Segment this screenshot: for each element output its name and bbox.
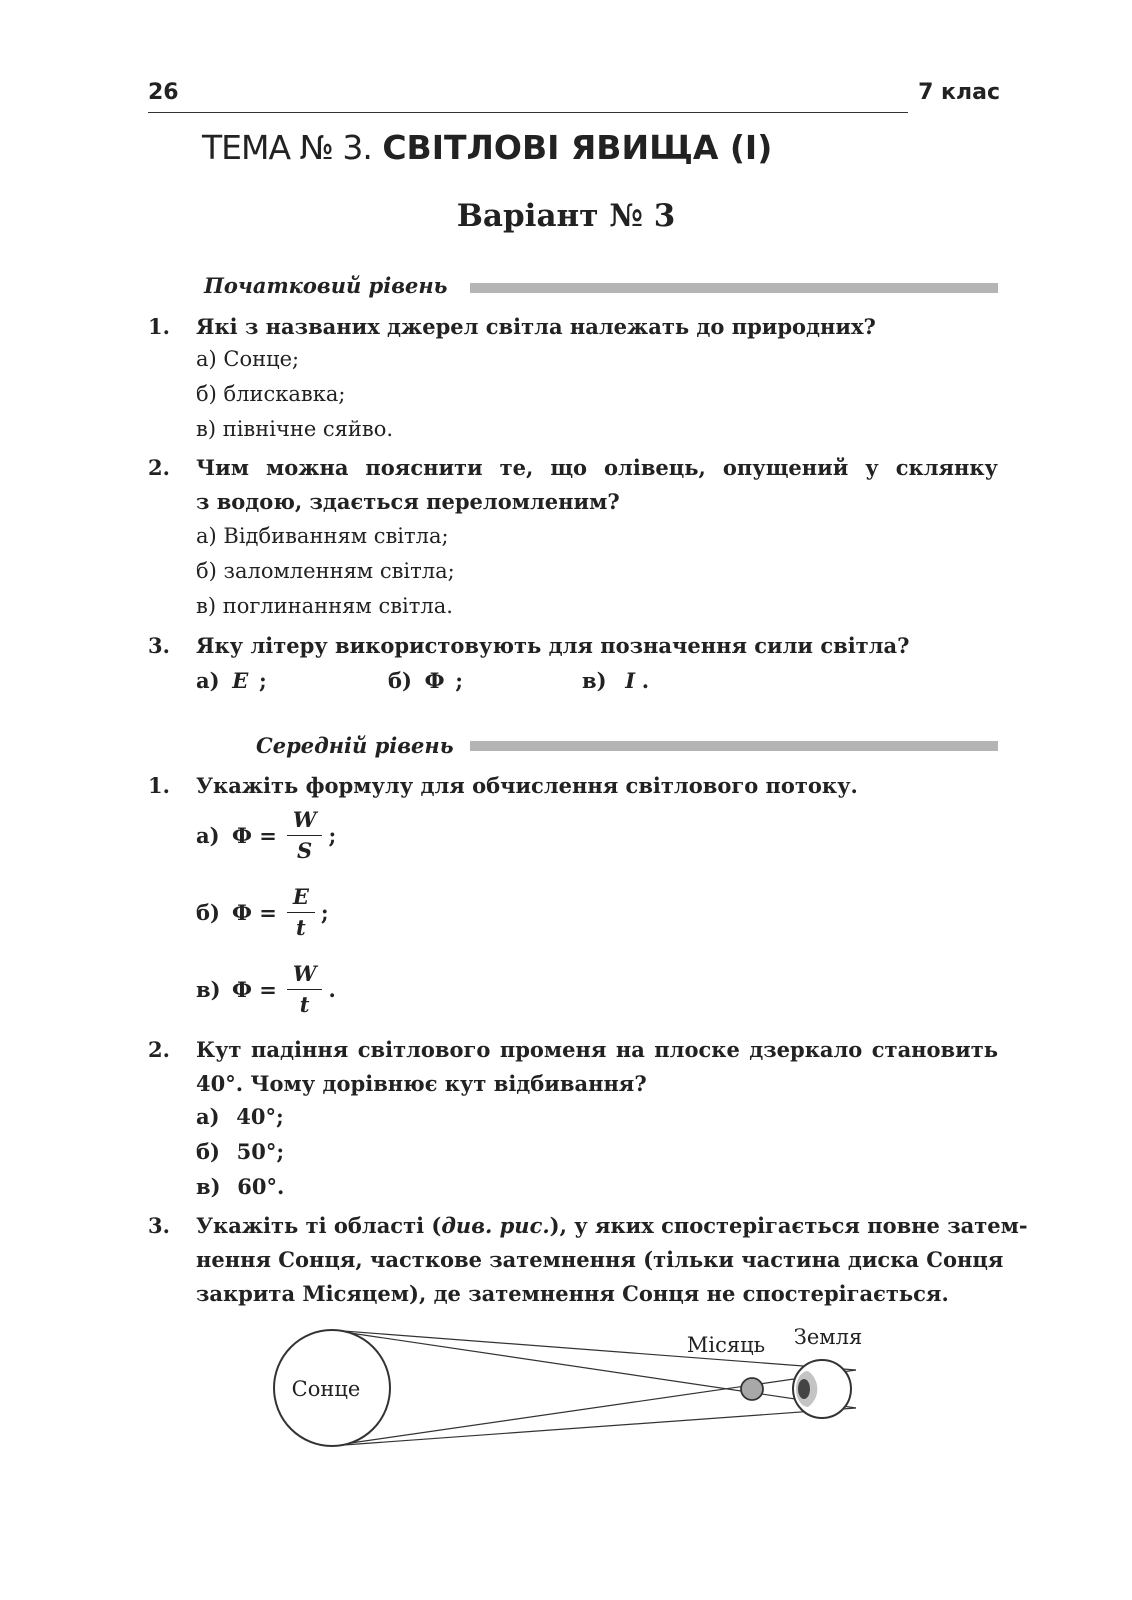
question-text: Укажіть формулу для обчислення світлового потоку. (196, 773, 858, 798)
ray-line (330, 1330, 856, 1370)
question-text: нення Сонця, часткове затемнення (тільки частина диска Сонця (196, 1247, 1004, 1272)
answer-option: б) Ф ; (388, 668, 464, 693)
question-text: Яку літеру використовують для позначення сили світла? (196, 633, 910, 658)
answer-option: а) Сонце; (196, 347, 300, 371)
ray-line (330, 1408, 856, 1446)
question-number: 1. (148, 773, 170, 798)
answer-option: а) Відбиванням світла; (196, 524, 449, 548)
question-number: 3. (148, 1213, 170, 1238)
question-text: Кут падіння світлового променя на плоске дзеркало становить (196, 1037, 998, 1062)
fraction: $\frac{W}{t}$ (287, 959, 323, 1020)
eclipse-diagram (260, 1320, 900, 1460)
level-heading-initial: Початковий рівень (204, 273, 448, 298)
formula-option: а) Ф = $\frac{W}{S}$ ; (196, 800, 336, 870)
answer-option: в) північне сяйво. (196, 417, 394, 441)
answer-option: в) 60°. (196, 1174, 285, 1199)
question-text: 40°. Чому дорівнює кут відбивання? (196, 1071, 647, 1096)
ray-line (330, 1370, 856, 1446)
question-text: Чим можна пояснити те, що олівець, опущений у склянку (196, 455, 998, 480)
answer-option: а) E ; (196, 668, 267, 693)
ray-line (330, 1330, 856, 1408)
question-text: Укажіть ті області (див. рис.), у яких спостерігається повне затем- (196, 1213, 1028, 1238)
fraction: $\frac{W}{S}$ (287, 805, 323, 866)
earth-label: Земля (793, 1325, 863, 1349)
umbra-region (798, 1379, 810, 1399)
topic-title (202, 128, 772, 167)
variant-title: Варіант № 3 (456, 198, 676, 234)
question-text: з водою, здається переломленим? (196, 489, 620, 514)
sun-label: Сонце (291, 1377, 361, 1401)
answer-option: в) поглинанням світла. (196, 594, 453, 618)
header-rule (148, 112, 908, 113)
moon-circle (741, 1378, 763, 1400)
question-number: 3. (148, 633, 170, 658)
formula-option: б) Ф = $\frac{E}{t}$ ; (196, 877, 329, 947)
question-text: Які з названих джерел світла належать до природних? (196, 314, 876, 339)
question-text: закрита Місяцем), де затемнення Сонця не спостерігається. (196, 1281, 949, 1306)
answer-option: б) блискавка; (196, 382, 346, 406)
question-number: 2. (148, 455, 170, 480)
page-number: 26 (148, 80, 179, 105)
answer-option: а) 40°; (196, 1104, 284, 1129)
answer-option: б) заломленням світла; (196, 559, 455, 583)
grade-label: 7 клас (918, 80, 1000, 105)
level-bar-middle (470, 741, 998, 751)
question-number: 2. (148, 1037, 170, 1062)
topic-prefix: ТЕМА № 3. (202, 128, 372, 167)
formula-option: в) Ф = $\frac{W}{t}$ . (196, 954, 336, 1024)
moon-label: Місяць (686, 1333, 766, 1357)
answer-option: б) 50°; (196, 1139, 285, 1164)
question-number: 1. (148, 314, 170, 339)
fraction: $\frac{E}{t}$ (287, 882, 315, 943)
level-bar-initial (470, 283, 998, 293)
topic-name: СВІТЛОВІ ЯВИЩА (І) (382, 128, 773, 167)
level-heading-middle: Середній рівень (256, 733, 454, 758)
answer-option: в) I . (582, 668, 650, 693)
